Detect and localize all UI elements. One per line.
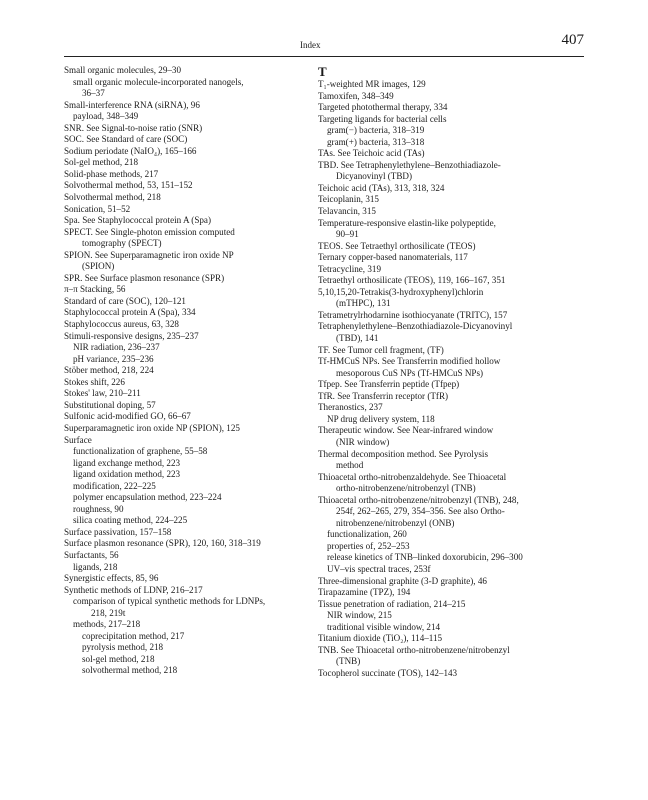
header-title: Index xyxy=(300,40,321,50)
index-entry: Thioacetal ortho-nitrobenzene/nitrobenzyl (TNB), 248, xyxy=(318,494,519,505)
index-entry: pH variance, 235–236 xyxy=(73,353,154,364)
index-entry: Thermal decomposition method. See Pyrolysis xyxy=(318,448,488,459)
index-entry: method xyxy=(336,460,364,471)
index-entry: tomography (SPECT) xyxy=(82,238,162,249)
index-entry: Targeted photothermal therapy, 334 xyxy=(318,102,448,113)
index-entry: 36–37 xyxy=(82,88,105,99)
header-rule xyxy=(64,56,584,57)
index-entry: Tirapazamine (TPZ), 194 xyxy=(318,587,411,598)
index-entry: silica coating method, 224–225 xyxy=(73,515,188,526)
index-entry: gram(−) bacteria, 318–319 xyxy=(327,125,425,136)
index-entry: mesoporous CuS NPs (Tf-HMCuS NPs) xyxy=(336,367,484,378)
index-entry: solvothermal method, 218 xyxy=(82,665,178,676)
index-entry: Tetracycline, 319 xyxy=(318,263,381,274)
index-entry: (NIR window) xyxy=(336,436,390,447)
index-entry: Telavancin, 315 xyxy=(318,206,376,217)
index-entry: Staphylococcal protein A (Spa), 334 xyxy=(64,307,196,318)
index-entry: functionalization of graphene, 55–58 xyxy=(73,446,208,457)
index-entry: Spa. See Staphylococcal protein A (Spa) xyxy=(64,215,211,226)
index-entry: (TNB) xyxy=(336,656,361,667)
index-entry: ligands, 218 xyxy=(73,561,118,572)
index-entry: Small-interference RNA (siRNA), 96 xyxy=(64,99,200,110)
index-entry: (TBD), 141 xyxy=(336,333,379,344)
index-entry: small organic molecule-incorporated nanogels, xyxy=(73,76,244,87)
index-entry: SNR. See Signal-to-noise ratio (SNR) xyxy=(64,122,203,133)
index-entry: Solid-phase methods, 217 xyxy=(64,168,159,179)
index-entry: Substitutional doping, 57 xyxy=(64,399,156,410)
index-entry: Dicyanovinyl (TBD) xyxy=(336,171,413,182)
index-entry: Stokes shift, 226 xyxy=(64,376,125,387)
index-entry: SPECT. See Single-photon emission computed xyxy=(64,226,235,237)
index-entry: (SPION) xyxy=(82,261,115,272)
index-entry: Surface plasmon resonance (SPR), 120, 160, 318–319 xyxy=(64,538,261,549)
index-entry: Sol-gel method, 218 xyxy=(64,157,139,168)
index-entry: SOC. See Standard of care (SOC) xyxy=(64,134,188,145)
index-entry: Tf-HMCuS NPs. See Transferrin modified hollow xyxy=(318,356,501,367)
index-entry: NIR window, 215 xyxy=(327,610,392,621)
index-entry: 218, 219t xyxy=(91,607,126,618)
index-entry: sol-gel method, 218 xyxy=(82,653,155,664)
index-entry: Theranostics, 237 xyxy=(318,402,383,413)
index-entry: Solvothermal method, 218 xyxy=(64,192,161,203)
index-entry: properties of, 252–253 xyxy=(327,540,410,551)
index-entry: ligand exchange method, 223 xyxy=(73,457,181,468)
index-entry: Small organic molecules, 29–30 xyxy=(64,65,182,75)
index-entry: Surface xyxy=(64,434,92,445)
index-entry: 254f, 262–265, 279, 354–356. See also Ortho- xyxy=(336,506,505,517)
index-entry: ligand oxidation method, 223 xyxy=(73,469,181,480)
index-entry: Sulfonic acid-modified GO, 66–67 xyxy=(64,411,191,422)
index-entry: Standard of care (SOC), 120–121 xyxy=(64,295,186,306)
index-entry: Tamoxifen, 348–349 xyxy=(318,90,394,101)
index-entry: polymer encapsulation method, 223–224 xyxy=(73,492,222,503)
index-entry: traditional visible window, 214 xyxy=(327,621,441,632)
index-entry: gram(+) bacteria, 313–318 xyxy=(327,136,425,147)
index-entry: Surface passivation, 157–158 xyxy=(64,526,172,537)
index-entry: Sodium periodate (NaIO₄), 165–166 xyxy=(64,145,197,156)
index-entry: Teichoic acid (TAs), 313, 318, 324 xyxy=(318,182,445,193)
index-entry: methods, 217–218 xyxy=(73,619,141,630)
index-entry: TNB. See Thioacetal ortho-nitrobenzene/nitrobenzyl xyxy=(318,644,510,655)
index-entry: TfR. See Transferrin receptor (TfR) xyxy=(318,390,449,401)
index-entry: UV–vis spectral traces, 253f xyxy=(327,563,431,574)
index-entry: functionalization, 260 xyxy=(327,529,407,540)
index-entry: nitrobenzene/nitrobenzyl (ONB) xyxy=(336,517,455,528)
index-entry: Synthetic methods of LDNP, 216–217 xyxy=(64,584,203,595)
index-entry: Tetrametrylrhodarnine isothiocyanate (TRITC), 157 xyxy=(318,309,508,320)
index-entry: SPR. See Surface plasmon resonance (SPR) xyxy=(64,272,225,283)
index-entry: Sonication, 51–52 xyxy=(64,203,131,214)
index-entry: Stokes' law, 210–211 xyxy=(64,388,141,399)
running-header xyxy=(64,32,584,54)
index-entry: pyrolysis method, 218 xyxy=(82,642,164,653)
index-entry: NIR radiation, 236–237 xyxy=(73,342,160,353)
index-entry: T₁-weighted MR images, 129 xyxy=(318,79,426,89)
index-entry: π–π Stacking, 56 xyxy=(64,284,126,295)
index-entry: Tetraethyl orthosilicate (TEOS), 119, 166–167, 351 xyxy=(318,275,506,286)
index-entry: Synergistic effects, 85, 96 xyxy=(64,573,159,584)
index-entry: NP drug delivery system, 118 xyxy=(327,413,435,424)
index-entry: Superparamagnetic iron oxide NP (SPION), 125 xyxy=(64,422,240,433)
page-number: 407 xyxy=(561,32,584,48)
section-letter: T xyxy=(318,64,327,79)
index-entry: TF. See Tumor cell fragment, (TF) xyxy=(318,344,444,355)
index-entry: Targeting ligands for bacterial cells xyxy=(318,113,447,124)
index-entry: Surfactants, 56 xyxy=(64,549,119,560)
index-entry: modification, 222–225 xyxy=(73,480,156,491)
index-entry: Stöber method, 218, 224 xyxy=(64,365,154,376)
index-entry: Tfpep. See Transferrin peptide (Tfpep) xyxy=(318,379,460,390)
index-entry: ortho-nitrobenzene/nitrobenzyl (TNB) xyxy=(336,483,476,494)
index-entry: 90–91 xyxy=(336,229,359,240)
index-entry: Tetraphenylethylene–Benzothiadiazole-Dicyanovinyl xyxy=(318,321,513,332)
index-entry: Solvothermal method, 53, 151–152 xyxy=(64,180,193,191)
index-entry: Teicoplanin, 315 xyxy=(318,194,379,205)
index-entry: release kinetics of TNB–linked doxorubicin, 296–300 xyxy=(327,552,523,563)
index-column-left xyxy=(64,65,304,677)
index-entry: Staphylococcus aureus, 63, 328 xyxy=(64,319,179,330)
index-entry: Stimuli-responsive designs, 235–237 xyxy=(64,330,199,341)
index-entry: SPION. See Superparamagnetic iron oxide NP xyxy=(64,249,234,260)
index-entry: 5,10,15,20-Tetrakis(3-hydroxyphenyl)chlorin xyxy=(318,286,484,297)
index-entry: TEOS. See Tetraethyl orthosilicate (TEOS) xyxy=(318,240,476,251)
index-entry: Tissue penetration of radiation, 214–215 xyxy=(318,598,466,609)
index-column-right xyxy=(318,65,588,679)
index-entry: Ternary copper-based nanomaterials, 117 xyxy=(318,252,468,263)
index-entry: (mTHPC), 131 xyxy=(336,298,391,309)
index-entry: Titanium dioxide (TiO₂), 114–115 xyxy=(318,633,443,644)
index-entry: comparison of typical synthetic methods for LDNPs, xyxy=(73,596,266,607)
index-entry: TAs. See Teichoic acid (TAs) xyxy=(318,148,425,159)
index-entry: TBD. See Tetraphenylethylene–Benzothiadiazole- xyxy=(318,159,501,170)
index-entry: Therapeutic window. See Near-infrared window xyxy=(318,425,494,436)
index-entry: Temperature-responsive elastin-like polypeptide, xyxy=(318,217,496,228)
index-entry: Thioacetal ortho-nitrobenzaldehyde. See Thioacetal xyxy=(318,471,507,482)
index-entry: coprecipitation method, 217 xyxy=(82,630,185,641)
index-entry: Three-dimensional graphite (3-D graphite), 46 xyxy=(318,575,487,586)
index-entry: Tocopherol succinate (TOS), 142–143 xyxy=(318,667,458,678)
index-entry: roughness, 90 xyxy=(73,503,124,514)
index-entry: payload, 348–349 xyxy=(73,111,139,122)
